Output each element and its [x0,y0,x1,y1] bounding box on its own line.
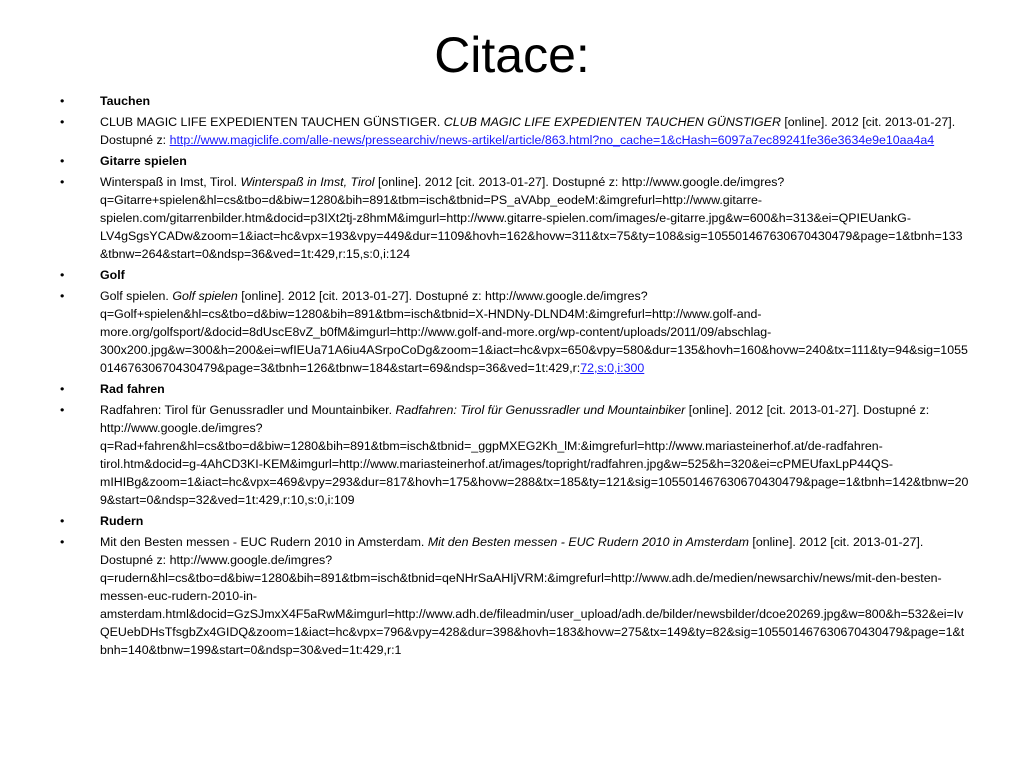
section-heading-item [60,380,970,398]
slide-title: Citace: [434,27,590,83]
citation-source: Golf spielen. [100,289,173,303]
section-heading: Tauchen [100,94,151,108]
bullet-icon: • [60,403,65,417]
section-heading-item [60,92,970,110]
bullet-icon: • [60,115,65,129]
citation-tail-link[interactable]: 72,s:0,i:300 [580,361,645,375]
bullet-icon: • [60,268,65,282]
citation-link[interactable]: http://www.magiclife.com/alle-news/pressearchiv/news-artikel/article/863.html?no_cache=1&cHash=6097a7ec89241fe36e3634e9e10aa4a4 [169,133,935,147]
citation-title: CLUB MAGIC LIFE EXPEDIENTEN TAUCHEN GÜNSTIGER [443,115,781,129]
citation-details: [online]. 2012 [cit. 2013-01-27]. Dostupné z: http://www.google.de/imgres?q=rudern&hl=cs&tbo=d&biw=1280&bih=891&tbm=isch&tbnid=qeNHrSaAHIjVRM:&imgrefurl=http://www.adh.de/medien/newsarchiv/news/mit-den-besten-messen-euc-rudern-2010-in-amsterdam.html&docid=GzSJmxX4F5aRwM&imgurl=http://www.adh.de/fileadmin/user_upload/adh.de/bilder/newsbilder/dcoe20269.jpg&w=800&h=532&ei=IvQEUebDHsTfsgbZx4GIDQ&zoom=1&iact=hc&vpx=796&vpy=428&dur=398&hovh=183&hovw=275&tx=149&ty=82&sig=105501467630670430479&page=1&tbnh=140&tbnw=199&start=0&ndsp=30&ved=1t:429,r:1 [100,535,965,657]
citation-item [60,173,970,263]
citation-details: [online]. 2012 [cit. 2013-01-27]. Dostupné z: http://www.google.de/imgres?q=Golf+spielen&hl=cs&tbo=d&biw=1280&bih=891&tbm=isch&tbnid=X-HNDNy-DLND4M:&imgrefurl=http://www.golf-and-more.org/golfsport/&docid=8dUscE8vZ_b0fM&imgurl=http://www.golf-and-more.org/wp-content/uploads/2011/09/abschlag-300x200.jpg&w=300&h=200&ei=wfIEUa71A6iu4ASrpoCoDg&zoom=1&iact=hc&vpx=650&vpy=580&dur=135&hovh=160&hovw=240&tx=111&ty=94&sig=105501467630670430479&page=3&tbnh=126&tbnw=184&start=69&ndsp=36&ved=1t:429,r: [100,289,968,375]
section-heading: Rad fahren [100,382,165,396]
section-heading-item [60,152,970,170]
citation-source: CLUB MAGIC LIFE EXPEDIENTEN TAUCHEN GÜNSTIGER. [100,115,444,129]
citation-source: Mit den Besten messen - EUC Rudern 2010 in Amsterdam. [100,535,428,549]
section-heading-item [60,266,970,284]
section-heading: Golf [100,268,125,282]
section-heading-item [60,512,970,530]
citation-list [60,92,970,662]
bullet-icon: • [60,382,65,396]
citation-details: [online]. 2012 [cit. 2013-01-27]. Dostupné z: [100,115,956,147]
citation-source: Winterspaß in Imst, Tirol. [100,175,241,189]
citation-title: Radfahren: Tirol für Genussradler und Mountainbiker [395,403,686,417]
citation-title: Mit den Besten messen - EUC Rudern 2010 in Amsterdam [427,535,749,549]
bullet-icon: • [60,535,65,549]
citation-source: Radfahren: Tirol für Genussradler und Mountainbiker. [100,403,396,417]
bullet-icon: • [60,514,65,528]
citation-title: Winterspaß in Imst, Tirol [240,175,375,189]
citation-title: Golf spielen [172,289,238,303]
section-heading: Rudern [100,514,144,528]
citation-item [60,401,970,509]
bullet-icon: • [60,154,65,168]
section-heading: Gitarre spielen [100,154,187,168]
bullet-icon: • [60,289,65,303]
citation-item [60,287,970,377]
citation-details: [online]. 2012 [cit. 2013-01-27]. Dostupné z: http://www.google.de/imgres?q=Rad+fahren&hl=cs&tbo=d&biw=1280&bih=891&tbm=isch&tbnid=_ggpMXEG2Kh_lM:&imgrefurl=http://www.mariasteinerhof.at/de-radfahren-tirol.htm&docid=g-4AhCD3KI-KEM&imgurl=http://www.mariasteinerhof.at/images/topright/radfahren.jpg&w=525&h=320&ei=cPMEUfaxLpP44QS-mIHIBg&zoom=1&iact=hc&vpx=469&vpy=293&dur=817&hovh=175&hovw=288&tx=185&ty=121&sig=105501467630670430479&page=1&tbnh=142&tbnw=209&start=0&ndsp=32&ved=1t:429,r:10,s:0,i:109 [100,403,969,507]
bullet-icon: • [60,175,65,189]
citation-item [60,113,970,149]
citation-item [60,533,970,659]
bullet-icon: • [60,94,65,108]
citation-details: [online]. 2012 [cit. 2013-01-27]. Dostupné z: http://www.google.de/imgres?q=Gitarre+spielen&hl=cs&tbo=d&biw=1280&bih=891&tbm=isch&tbnid=PS_aVAbp_eodeM:&imgrefurl=http://www.gitarre-spielen.com/gitarrenbilder.htm&docid=p3IXt2tj-z8hmM&imgurl=http://www.gitarre-spielen.com/images/e-gitarre.jpg&w=600&h=313&ei=QPIEUankG-LV4gSgsYCADw&zoom=1&iact=hc&vpx=193&vpy=449&dur=1109&hovh=162&hovw=311&tx=75&ty=108&sig=105501467630670430479&page=1&tbnh=133&tbnw=264&start=0&ndsp=36&ved=1t:429,r:15,s:0,i:124 [100,175,963,261]
